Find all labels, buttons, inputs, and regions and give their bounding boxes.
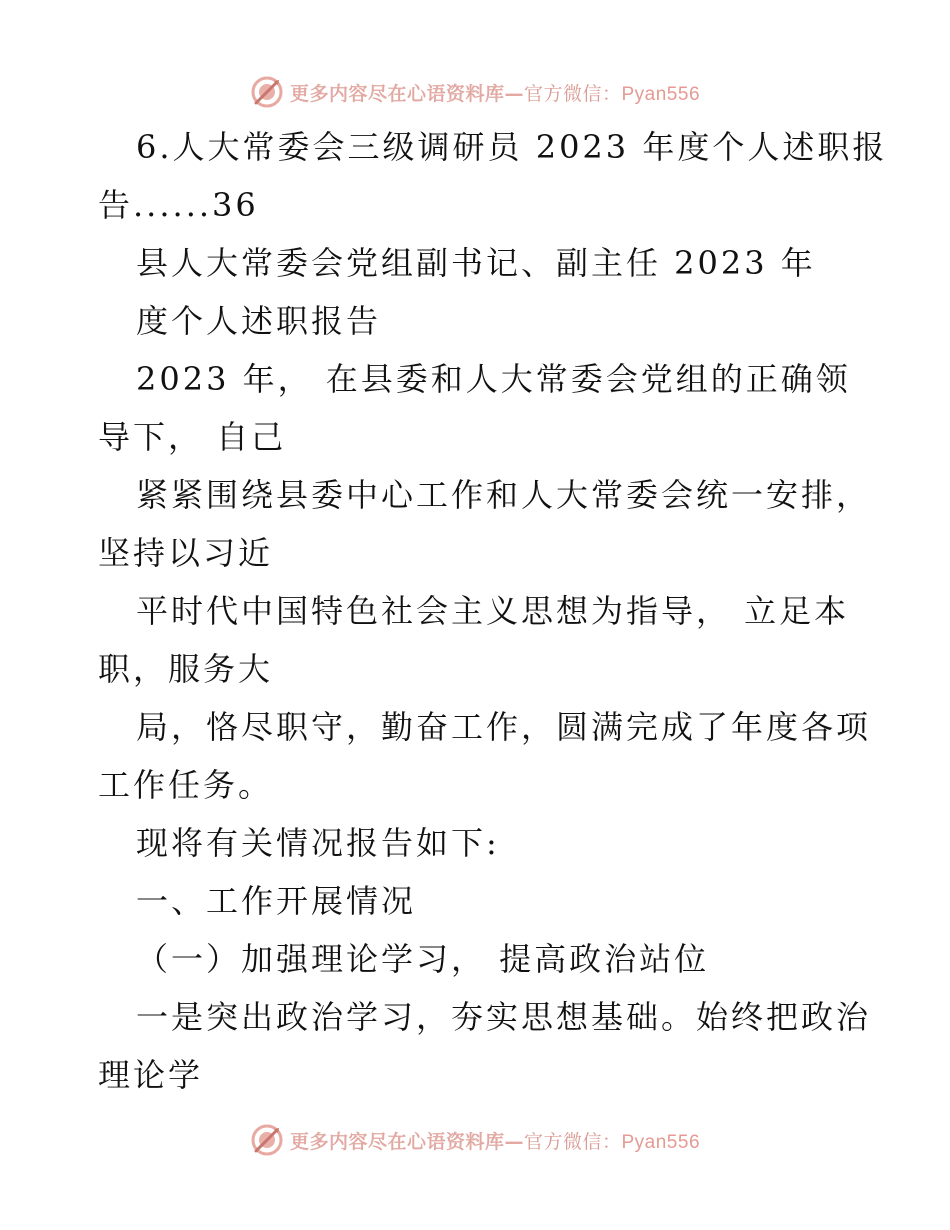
- watermark-main-text: 更多内容尽在心语资料库: [289, 1130, 505, 1153]
- text-line: 工作任务。: [98, 766, 274, 804]
- watermark-main-text: 更多内容尽在心语资料库: [289, 82, 505, 105]
- text-line: 度个人述职报告: [136, 302, 382, 340]
- header-watermark: [0, 70, 950, 114]
- text-line: 坚持以习近: [98, 534, 274, 572]
- text-line: 平时代中国特色社会主义思想为指导， 立足本: [136, 592, 850, 630]
- subsection-heading: （一）加强理论学习， 提高政治站位: [136, 940, 710, 978]
- text-line: 职，服务大: [98, 650, 274, 688]
- text-line: 2023 年， 在县委和人大常委会党组的正确领: [136, 360, 851, 398]
- watermark-wechat-label: 官方微信：: [523, 1130, 622, 1153]
- watermark-wechat-label: 官方微信：: [523, 82, 622, 105]
- watermark-wechat-id: Pyan556: [621, 83, 701, 105]
- text-line: 导下， 自己: [98, 418, 287, 456]
- watermark-logo-icon: [250, 75, 284, 109]
- text-line: 局，恪尽职守，勤奋工作，圆满完成了年度各项: [136, 708, 872, 746]
- watermark-dash: —: [504, 82, 524, 105]
- watermark-wechat-id: Pyan556: [621, 1131, 701, 1153]
- text-line: 理论学: [98, 1056, 204, 1094]
- watermark-dash: —: [504, 1130, 524, 1153]
- text-line: 紧紧围绕县委中心工作和人大常委会统一安排，: [136, 476, 872, 514]
- footer-watermark: [0, 1118, 950, 1162]
- text-line: 告......36: [98, 186, 259, 224]
- text-line: 6.人大常委会三级调研员 2023 年度个人述职报: [136, 128, 888, 166]
- text-line: 一是突出政治学习，夯实思想基础。始终把政治: [136, 998, 872, 1036]
- text-line: 现将有关情况报告如下:: [136, 824, 500, 862]
- section-heading: 一、工作开展情况: [136, 882, 417, 920]
- watermark-logo-icon: [250, 1123, 284, 1157]
- text-line: 县人大常委会党组副书记、副主任 2023 年: [136, 244, 816, 282]
